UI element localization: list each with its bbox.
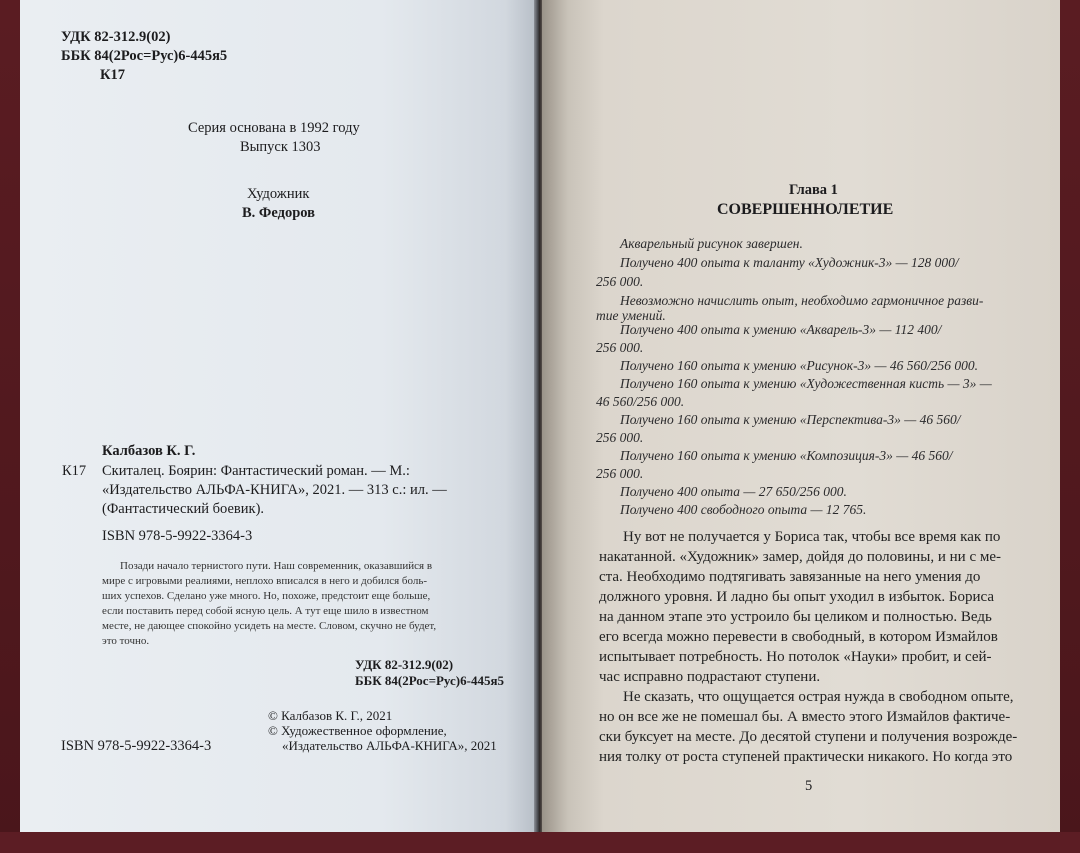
body-line: Не сказать, что ощущается острая нужда в свободном опыте, xyxy=(623,689,1014,705)
code-mid: К17 xyxy=(62,463,87,479)
log-line: Получено 400 опыта к умению «Акварель-3» — 112 400/ xyxy=(620,322,942,337)
chapter-label: Глава 1 xyxy=(789,182,838,198)
log-line: Получено 400 опыта — 27 650/256 000. xyxy=(620,484,847,499)
body-line: ста. Необходимо подтягивать завязанные на него умения до xyxy=(599,569,981,585)
left-page xyxy=(20,0,536,853)
annotation-line: мире с игровыми реалиями, неплохо вписался в него и добился боль- xyxy=(102,575,428,587)
bbk-bottom: ББК 84(2Рос=Рус)6-445я5 xyxy=(355,673,504,688)
body-line: его всегда можно перевести в свободный, в котором Измайлов xyxy=(599,629,998,645)
log-line: Получено 400 опыта к таланту «Художник-3» — 128 000/ xyxy=(620,255,959,270)
code-top: К17 xyxy=(100,67,126,83)
body-line: Ну вот не получается у Бориса так, чтобы все время как по xyxy=(623,529,1001,545)
log-line: 46 560/256 000. xyxy=(596,394,685,409)
copyright-line-2: © Художественное оформление, xyxy=(268,723,447,738)
annotation-line: месте, не дающее спокойно усидеть на месте. Словом, скучно не будет, xyxy=(102,620,437,632)
log-line: 256 000. xyxy=(596,340,644,355)
copyright-line-1: © Калбазов К. Г., 2021 xyxy=(268,708,393,723)
artist-label: Художник xyxy=(247,186,310,202)
log-line: Получено 160 опыта к умению «Композиция-3» — 46 560/ xyxy=(620,448,953,463)
page-number: 5 xyxy=(805,778,813,794)
annotation-line: это точно. xyxy=(102,635,150,647)
author-line: Калбазов К. Г. xyxy=(102,443,196,459)
annotation-line: ших успехов. Сделано уже много. Но, похоже, предстоит еще больше, xyxy=(102,590,431,602)
body-line: ния толку от роста ступеней практически никакого. Но когда это xyxy=(599,749,1013,765)
log-line: Получено 400 свободного опыта — 12 765. xyxy=(620,502,867,517)
body-line: должного уровня. И ладно бы опыт уходил в избыток. Бориса xyxy=(599,589,995,605)
body-line: ски буксует на месте. До десятой ступени и получения возрожде- xyxy=(599,729,1018,745)
right-page xyxy=(542,0,1060,853)
annotation-line: Позади начало тернистого пути. Наш современник, оказавшийся в xyxy=(120,560,433,572)
body-line: но он все же не помешал бы. А вместо этого Измайлов фактиче- xyxy=(599,709,1011,725)
artist-name: В. Федоров xyxy=(242,205,315,221)
chapter-title: СОВЕРШЕННОЛЕТИЕ xyxy=(717,201,894,218)
biblio-line-2: «Издательство АЛЬФА-КНИГА», 2021. — 313 с.: ил. — xyxy=(102,482,447,498)
body-line: испытывает потребность. Но потолок «Науки» пробит, и сей- xyxy=(599,649,992,665)
log-line: 256 000. xyxy=(596,274,644,289)
log-line: 256 000. xyxy=(596,430,644,445)
biblio-line-1: Скиталец. Боярин: Фантастический роман. — М.: xyxy=(102,463,410,479)
body-line: час исправно подрастают ступени. xyxy=(599,669,821,685)
biblio-line-3: (Фантастический боевик). xyxy=(102,501,265,517)
log-line: Получено 160 опыта к умению «Рисунок-3» — 46 560/256 000. xyxy=(620,358,978,373)
log-line: Акварельный рисунок завершен. xyxy=(620,236,803,251)
series-line: Серия основана в 1992 году xyxy=(188,120,360,136)
log-line: Невозможно начислить опыт, необходимо гармоничное разви- xyxy=(620,293,984,308)
copyright-line-3: «Издательство АЛЬФА-КНИГА», 2021 xyxy=(282,738,497,753)
isbn-bottom: ISBN 978-5-9922-3364-3 xyxy=(61,738,212,754)
annotation-line: если поставить перед собой ясную цель. А тут еще шило в известном xyxy=(102,605,429,617)
issue-line: Выпуск 1303 xyxy=(240,139,321,155)
isbn-mid: ISBN 978-5-9922-3364-3 xyxy=(102,528,253,544)
table-surface xyxy=(0,832,1080,853)
body-line: на данном этапе это устроило бы целиком и полностью. Ведь xyxy=(599,609,992,625)
log-line: 256 000. xyxy=(596,466,644,481)
log-line: тие умений. xyxy=(596,308,666,323)
log-line: Получено 160 опыта к умению «Художественная кисть — 3» — xyxy=(620,376,992,391)
log-line: Получено 160 опыта к умению «Перспектива-3» — 46 560/ xyxy=(620,412,961,427)
bbk-top: ББК 84(2Рос=Рус)6-445я5 xyxy=(61,48,228,64)
udk-bottom: УДК 82-312.9(02) xyxy=(355,657,454,672)
body-line: накатанной. «Художник» замер, дойдя до половины, и ни с ме- xyxy=(599,549,1001,565)
udk-top: УДК 82-312.9(02) xyxy=(61,29,171,45)
